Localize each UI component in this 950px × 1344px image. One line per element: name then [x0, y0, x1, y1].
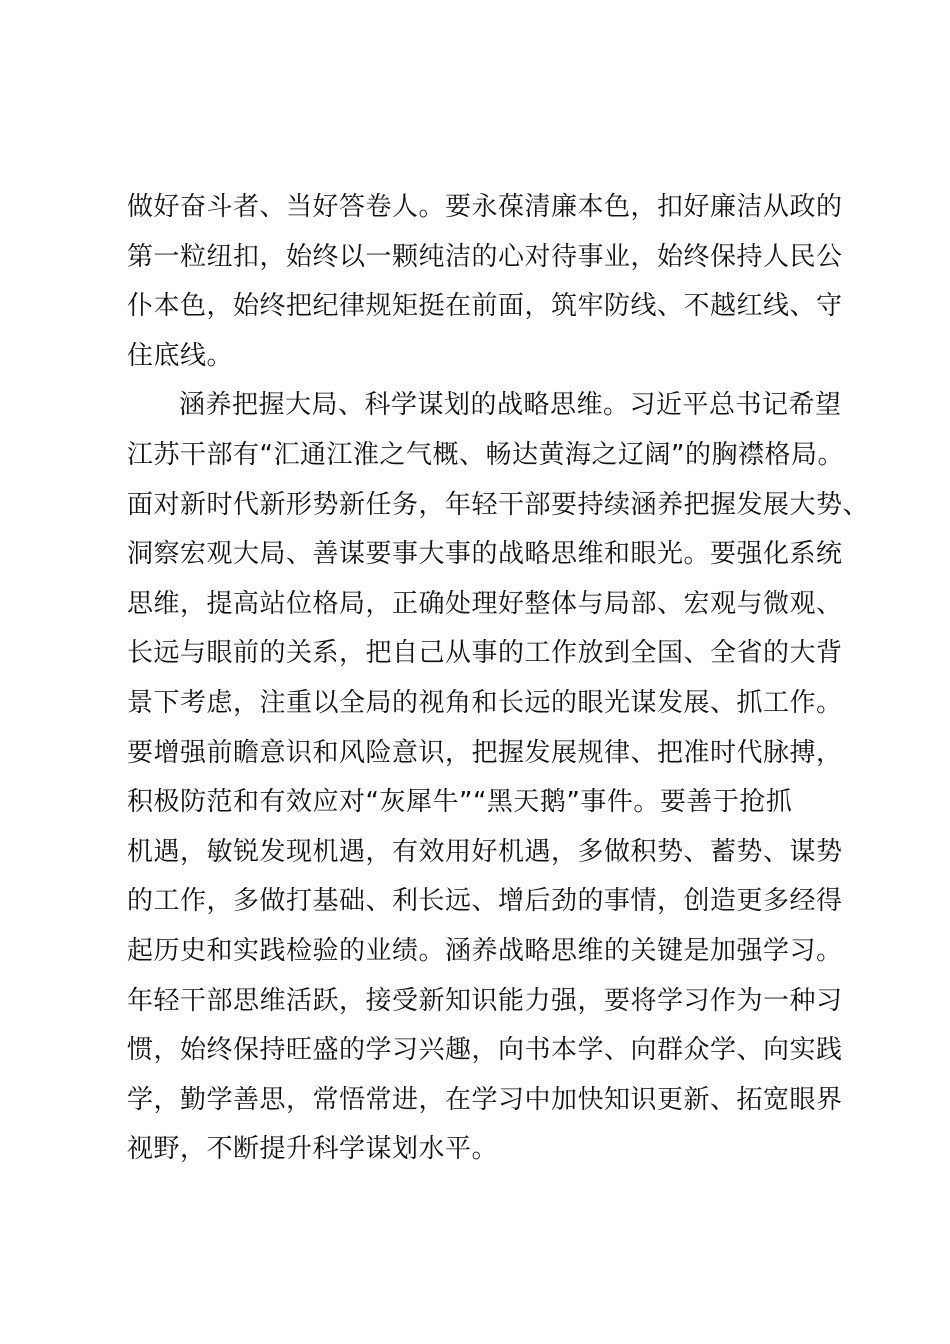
text-line: 机遇，敏锐发现机遇，有效用好机遇，多做积势、蓄势、谋势: [127, 836, 843, 867]
text-line: 长远与眼前的关系，把自己从事的工作放到全国、全省的大背: [127, 638, 843, 669]
text-line: 面对新时代新形势新任务，年轻干部要持续涵养把握发展大势、: [127, 489, 870, 520]
text-line: 洞察宏观大局、善谋要事大事的战略思维和眼光。要强化系统: [127, 539, 843, 570]
text-line: 住底线。: [127, 340, 234, 371]
text-line: 思维，提高站位格局，正确处理好整体与局部、宏观与微观、: [127, 588, 843, 619]
text-line: 视野，不断提升科学谋划水平。: [127, 1134, 499, 1165]
text-line: 起历史和实践检验的业绩。涵养战略思维的关键是加强学习。: [127, 935, 843, 966]
text-line: 的工作，多做打基础、利长远、增后劲的事情，创造更多经得: [127, 886, 843, 917]
text-line: 景下考虑，注重以全局的视角和长远的眼光谋发展、抓工作。: [127, 687, 843, 718]
text-line: 第一粒纽扣，始终以一颗纯洁的心对待事业，始终保持人民公: [127, 241, 843, 272]
text-line: 仆本色，始终把纪律规矩挺在前面，筑牢防线、不越红线、守: [127, 291, 843, 322]
text-line: 做好奋斗者、当好答卷人。要永葆清廉本色，扣好廉洁从政的: [127, 192, 843, 222]
text-line: 江苏干部有“汇通江淮之气概、畅达黄海之辽阔”的胸襟格局。: [127, 439, 844, 470]
text-line: 惯，始终保持旺盛的学习兴趣，向书本学、向群众学、向实践: [127, 1035, 843, 1066]
text-line: 年轻干部思维活跃，接受新知识能力强，要将学习作为一种习: [127, 985, 843, 1016]
text-line: 积极防范和有效应对“灰犀牛”“黑天鹅”事件。要善于抢抓: [127, 787, 793, 818]
text-line: 要增强前瞻意识和风险意识，把握发展规律、把准时代脉搏，: [127, 737, 843, 768]
body-text: [127, 183, 870, 1175]
text-line: 学，勤学善思，常悟常进，在学习中加快知识更新、拓宽眼界: [127, 1084, 843, 1115]
paragraph-first-line: 涵养把握大局、科学谋划的战略思维。习近平总书记希望: [179, 390, 842, 421]
